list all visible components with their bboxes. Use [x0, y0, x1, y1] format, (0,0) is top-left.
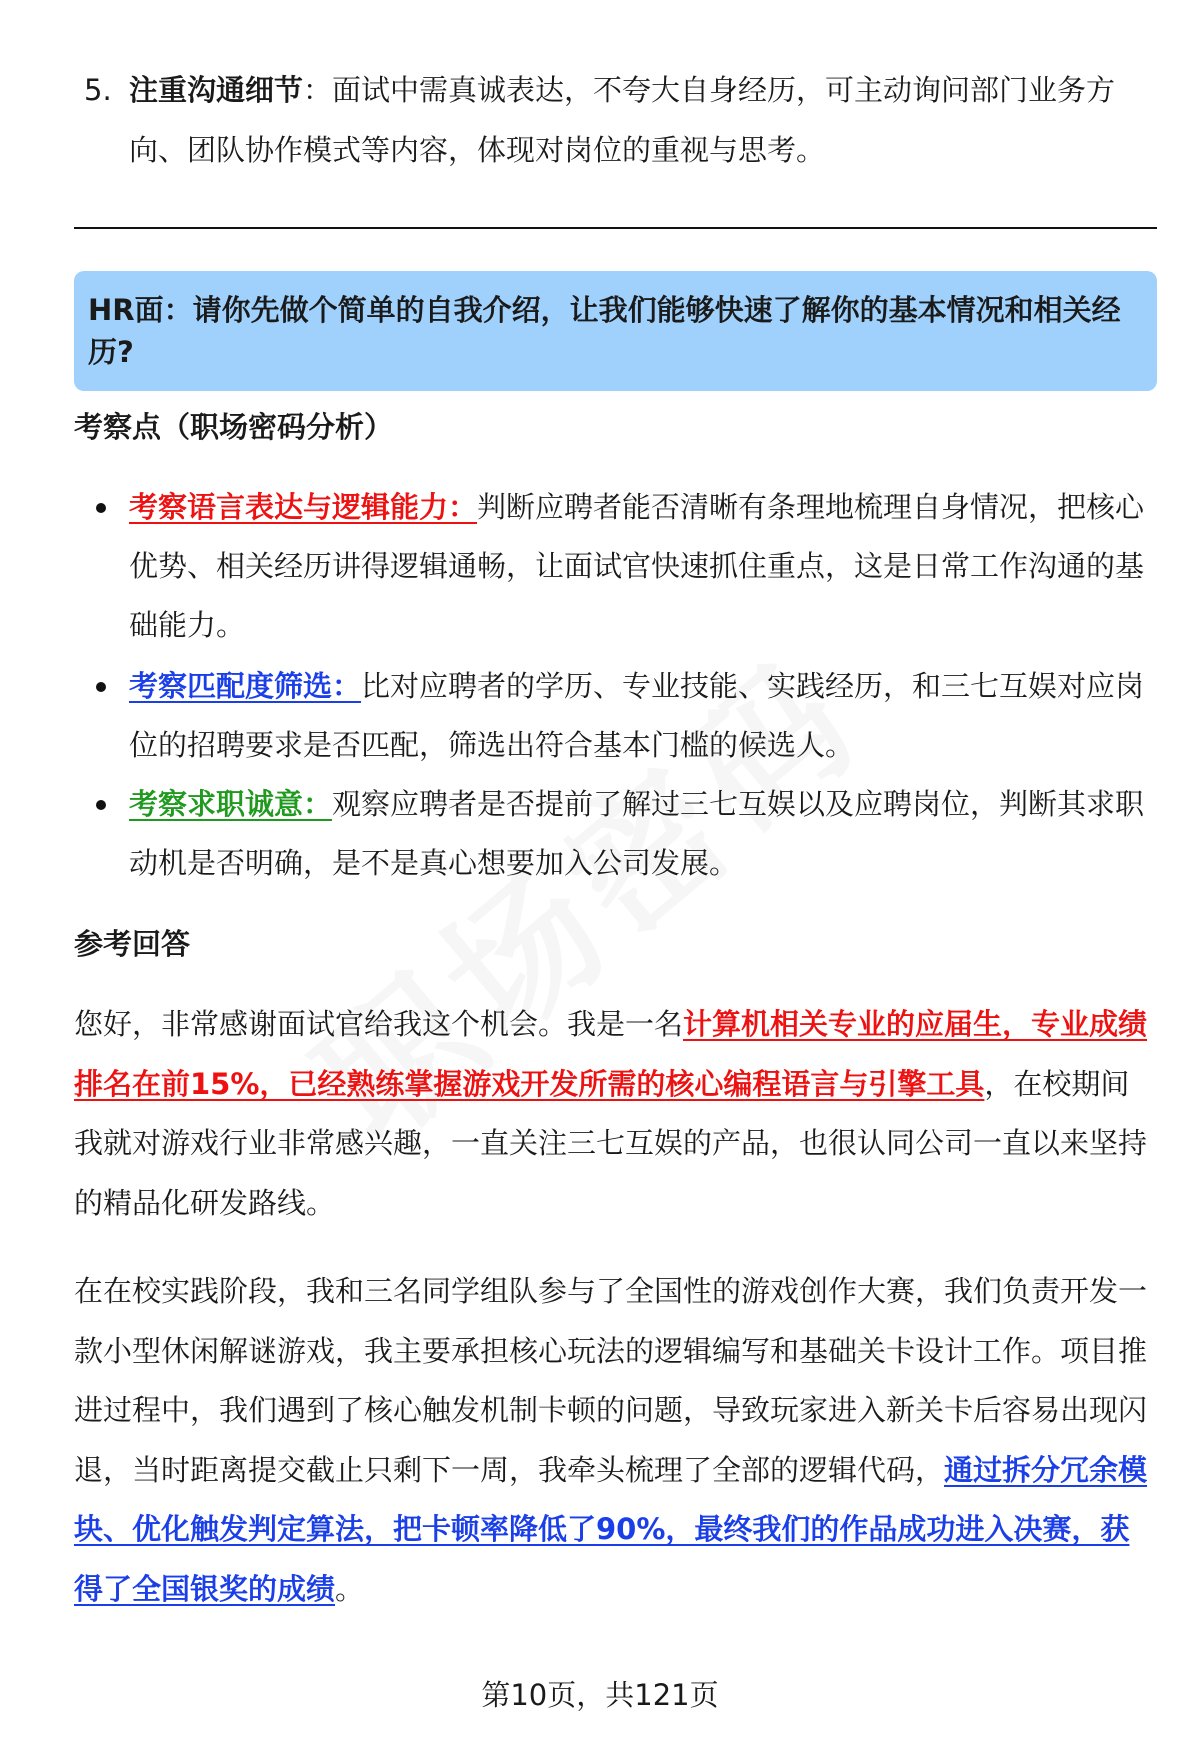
- para-text: 在在校实践阶段，我和三名同学组队参与了全国性的游戏创作大赛，我们负责开发一款小型休闲解谜游戏，我主要承担核心玩法的逻辑编写和基础关卡设计工作。项目推进过程中，我们遇到了核心触发机制卡顿的问题，导致玩家进入新关卡后容易出现闪退，当时距离提交截止只剩下一周，我牵头梳理了全部的逻辑代码，: [74, 1274, 1148, 1487]
- bullet-dot: [96, 682, 106, 692]
- divider: [74, 227, 1157, 229]
- point-keyword: 考察求职诚意：: [129, 787, 333, 821]
- list-item-5: [74, 60, 1154, 180]
- bullet-dot: [96, 503, 106, 513]
- para-text: 。: [335, 1571, 365, 1606]
- points-list: [74, 478, 1154, 893]
- page-footer: 第10页，共121页: [481, 1678, 719, 1712]
- section-heading-points: 考察点（职场密码分析）: [74, 410, 394, 444]
- para-text: ，在校期间我就对游戏行业非常感兴趣，一直关注三七互娱的产品，也很认同公司一直以来坚持的精品化研发路线。: [74, 1066, 1148, 1220]
- answer-paragraph-1: [74, 995, 1158, 1233]
- section-heading-answer: 参考回答: [74, 927, 191, 961]
- list-item-body: [129, 60, 1154, 180]
- para-highlight: 通过拆分冗余模块、优化触发判定算法，把卡顿率降低了90%，最终我们的作品成功进入决赛，获得了全国银奖的成绩: [74, 1452, 1148, 1606]
- point-text: 比对应聘者的学历、专业技能、实践经历，和三七互娱对应岗位的招聘要求是否匹配，筛选出符合基本门槛的候选人。: [129, 669, 1145, 762]
- bullet-dot: [96, 800, 106, 810]
- list-number: 5.: [84, 73, 112, 107]
- point-text: 判断应聘者能否清晰有条理地梳理自身情况，把核心优势、相关经历讲得逻辑通畅，让面试官快速抓住重点，这是日常工作沟通的基础能力。: [129, 490, 1145, 642]
- answer-paragraph-2: [74, 1262, 1158, 1619]
- list-item-title: 注重沟通细节: [129, 73, 304, 107]
- para-text: 您好，非常感谢面试官给我这个机会。我是一名: [74, 1007, 684, 1041]
- list-item-text: ：面试中需真诚表达，不夸大自身经历，可主动询问部门业务方向、团队协作模式等内容，体现对岗位的重视与思考。: [129, 73, 1116, 167]
- point-item: [74, 657, 1154, 775]
- point-text: 观察应聘者是否提前了解过三七互娱以及应聘岗位，判断其求职动机是否明确，是不是真心想要加入公司发展。: [129, 787, 1145, 880]
- point-keyword: 考察匹配度筛选：: [129, 669, 362, 703]
- question-box: HR面：请你先做个简单的自我介绍，让我们能够快速了解你的基本情况和相关经历?: [74, 271, 1157, 391]
- point-item: [74, 478, 1154, 655]
- point-item: [74, 775, 1154, 893]
- para-highlight: 计算机相关专业的应届生，专业成绩排名在前15%，已经熟练掌握游戏开发所需的核心编程语言与引擎工具: [74, 1007, 1148, 1101]
- point-keyword: 考察语言表达与逻辑能力：: [129, 490, 478, 524]
